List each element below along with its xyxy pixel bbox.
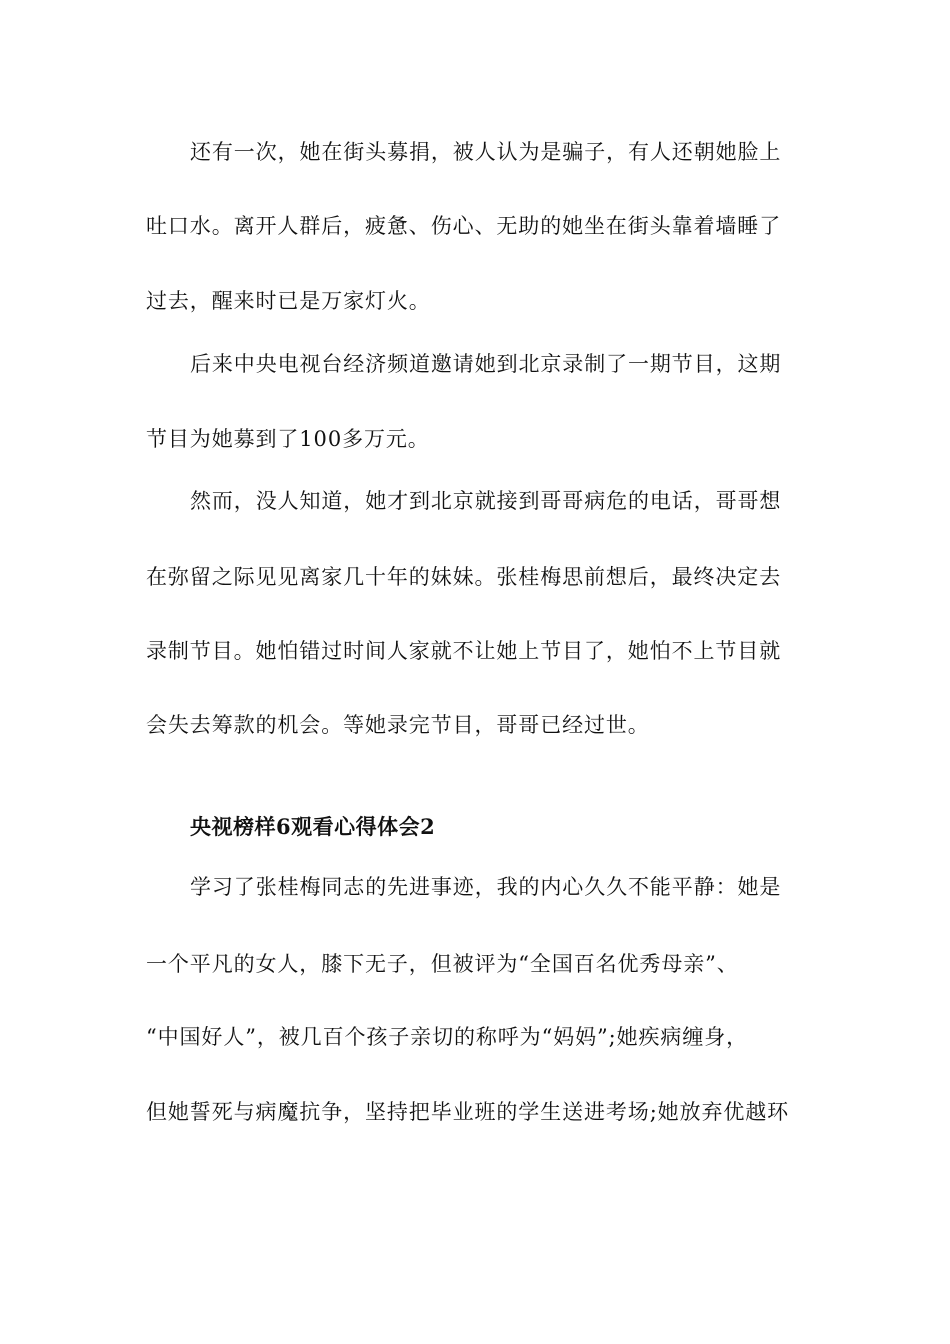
paragraph-3-line-2: 在弥留之际见见离家几十年的妹妹。张桂梅思前想后，最终决定去 bbox=[146, 565, 782, 589]
paragraph-3-line-4: 会失去筹款的机会。等她录完节目，哥哥已经过世。 bbox=[146, 713, 650, 737]
paragraph-1-line-2: 吐口水。离开人群后，疲惫、伤心、无助的她坐在街头靠着墙睡了 bbox=[146, 214, 782, 238]
paragraph-4-line-3: “中国好人”，被几百个孩子亲切的称呼为“妈妈”;她疾病缠身， bbox=[146, 1025, 749, 1049]
paragraph-3-line-1: 然而，没人知道，她才到北京就接到哥哥病危的电话，哥哥想 bbox=[190, 489, 782, 513]
paragraph-3-line-3: 录制节目。她怕错过时间人家就不让她上节目了，她怕不上节目就 bbox=[146, 639, 782, 663]
paragraph-4-line-4: 但她誓死与病魔抗争，坚持把毕业班的学生送进考场;她放弃优越环 bbox=[146, 1100, 790, 1124]
paragraph-2-line-1: 后来中央电视台经济频道邀请她到北京录制了一期节目，这期 bbox=[190, 352, 782, 376]
paragraph-2-line-2: 节目为她募到了100多万元。 bbox=[146, 427, 430, 451]
paragraph-4-line-1: 学习了张桂梅同志的先进事迹，我的内心久久不能平静：她是 bbox=[190, 875, 782, 899]
paragraph-1-line-1: 还有一次，她在街头募捐，被人认为是骗子，有人还朝她脸上 bbox=[190, 140, 782, 164]
section-heading: 央视榜样6观看心得体会2 bbox=[190, 814, 436, 839]
paragraph-1-line-3: 过去，醒来时已是万家灯火。 bbox=[146, 289, 431, 313]
paragraph-4-line-2: 一个平凡的女人，膝下无子，但被评为“全国百名优秀母亲”、 bbox=[146, 952, 739, 976]
